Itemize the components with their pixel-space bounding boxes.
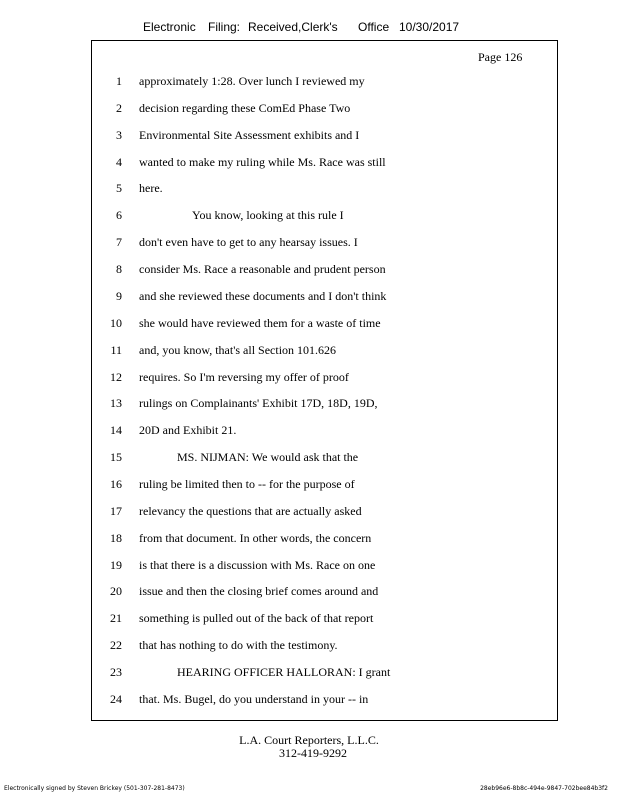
footer-phone: 312-419-9292 xyxy=(279,746,347,760)
transcript-line xyxy=(0,504,618,522)
line-number: 1 xyxy=(116,74,122,88)
line-text: is that there is a discussion with Ms. Race on one xyxy=(139,557,376,572)
transcript-line xyxy=(0,450,618,468)
line-number: 7 xyxy=(116,235,122,250)
line-text: HEARING OFFICER HALLORAN: I grant xyxy=(177,664,391,679)
line-number: 20 xyxy=(110,584,122,599)
line-text: that has nothing to do with the testimony. xyxy=(139,638,338,653)
line-number: 6 xyxy=(116,208,122,223)
transcript-line xyxy=(0,396,618,414)
line-number: 16 xyxy=(110,476,122,491)
header-received-clerks: Received,Clerk's xyxy=(248,20,338,34)
transcript-line xyxy=(0,531,618,549)
line-number: 23 xyxy=(110,664,122,679)
line-text: MS. NIJMAN: We would ask that the xyxy=(177,450,359,464)
line-number: 22 xyxy=(110,638,122,653)
transcript-line xyxy=(0,235,618,253)
line-number: 18 xyxy=(110,530,122,545)
line-number: 10 xyxy=(110,315,122,330)
transcript-line xyxy=(0,370,618,388)
line-text: she would have reviewed them for a waste of time xyxy=(139,315,381,330)
transcript-line xyxy=(0,208,618,226)
line-text: 20D and Exhibit 21. xyxy=(139,423,237,438)
line-number: 5 xyxy=(116,181,122,196)
transcript-line xyxy=(0,477,618,495)
line-text: wanted to make my ruling while Ms. Race was still xyxy=(139,154,386,169)
line-text: rulings on Complainants' Exhibit 17D, 18D, 19D, xyxy=(139,396,378,411)
page-number: Page 126 xyxy=(478,50,523,64)
transcript-line xyxy=(0,262,618,280)
line-number: 17 xyxy=(110,503,122,518)
signature-right: 28eb96e6-8b8c-494e-9847-702bee84b3f2 xyxy=(480,785,608,792)
line-number: 24 xyxy=(110,691,122,706)
transcript-line xyxy=(0,155,618,173)
line-number: 19 xyxy=(110,557,122,572)
transcript-line xyxy=(0,558,618,576)
transcript-line xyxy=(0,665,618,683)
transcript-line xyxy=(0,584,618,602)
line-text: that. Ms. Bugel, do you understand in your -- in xyxy=(139,691,369,706)
line-number: 9 xyxy=(116,288,122,303)
line-text: ruling be limited then to -- for the purpose of xyxy=(139,476,355,491)
transcript-line xyxy=(0,692,618,710)
transcript-line xyxy=(0,181,618,199)
line-number: 14 xyxy=(110,423,122,438)
line-number: 2 xyxy=(116,100,122,115)
line-text: Environmental Site Assessment exhibits and I xyxy=(139,127,360,142)
line-number: 13 xyxy=(110,396,122,411)
transcript-line xyxy=(0,74,618,92)
line-number: 15 xyxy=(110,450,122,464)
transcript-line xyxy=(0,611,618,629)
header-filing: Filing: xyxy=(208,20,241,34)
transcript-line xyxy=(0,638,618,656)
line-text: something is pulled out of the back of that report xyxy=(139,611,374,626)
transcript-line xyxy=(0,128,618,146)
line-text: from that document. In other words, the concern xyxy=(139,530,372,545)
signature-left: Electronically signed by Steven Brickey (501-307-281-8473) xyxy=(4,785,185,792)
line-number: 4 xyxy=(116,154,122,169)
footer-company: L.A. Court Reporters, L.L.C. xyxy=(239,733,379,747)
transcript-line xyxy=(0,343,618,361)
header-electronic: Electronic xyxy=(143,20,196,34)
line-text: here. xyxy=(139,181,163,196)
transcript-line xyxy=(0,316,618,334)
header-date: 10/30/2017 xyxy=(399,20,460,34)
line-text: and, you know, that's all Section 101.626 xyxy=(139,342,337,357)
line-text: and she reviewed these documents and I don't think xyxy=(139,288,387,303)
line-number: 12 xyxy=(110,369,122,384)
line-text: issue and then the closing brief comes around and xyxy=(139,584,379,599)
line-number: 3 xyxy=(116,127,122,142)
line-text: You know, looking at this rule I xyxy=(192,208,344,223)
line-text: approximately 1:28. Over lunch I reviewed my xyxy=(139,74,365,88)
line-number: 11 xyxy=(110,342,122,357)
line-text: relevancy the questions that are actually asked xyxy=(139,503,362,518)
line-text: don't even have to get to any hearsay issues. I xyxy=(139,235,358,250)
header-office: Office xyxy=(358,20,390,34)
line-number: 8 xyxy=(116,262,122,276)
line-text: requires. So I'm reversing my offer of proof xyxy=(139,369,349,384)
filing-header xyxy=(0,20,618,38)
transcript-line xyxy=(0,101,618,119)
line-text: decision regarding these ComEd Phase Two xyxy=(139,100,351,115)
transcript-line xyxy=(0,289,618,307)
transcript-line xyxy=(0,423,618,441)
line-text: consider Ms. Race a reasonable and prudent person xyxy=(139,262,386,276)
line-number: 21 xyxy=(110,611,122,626)
